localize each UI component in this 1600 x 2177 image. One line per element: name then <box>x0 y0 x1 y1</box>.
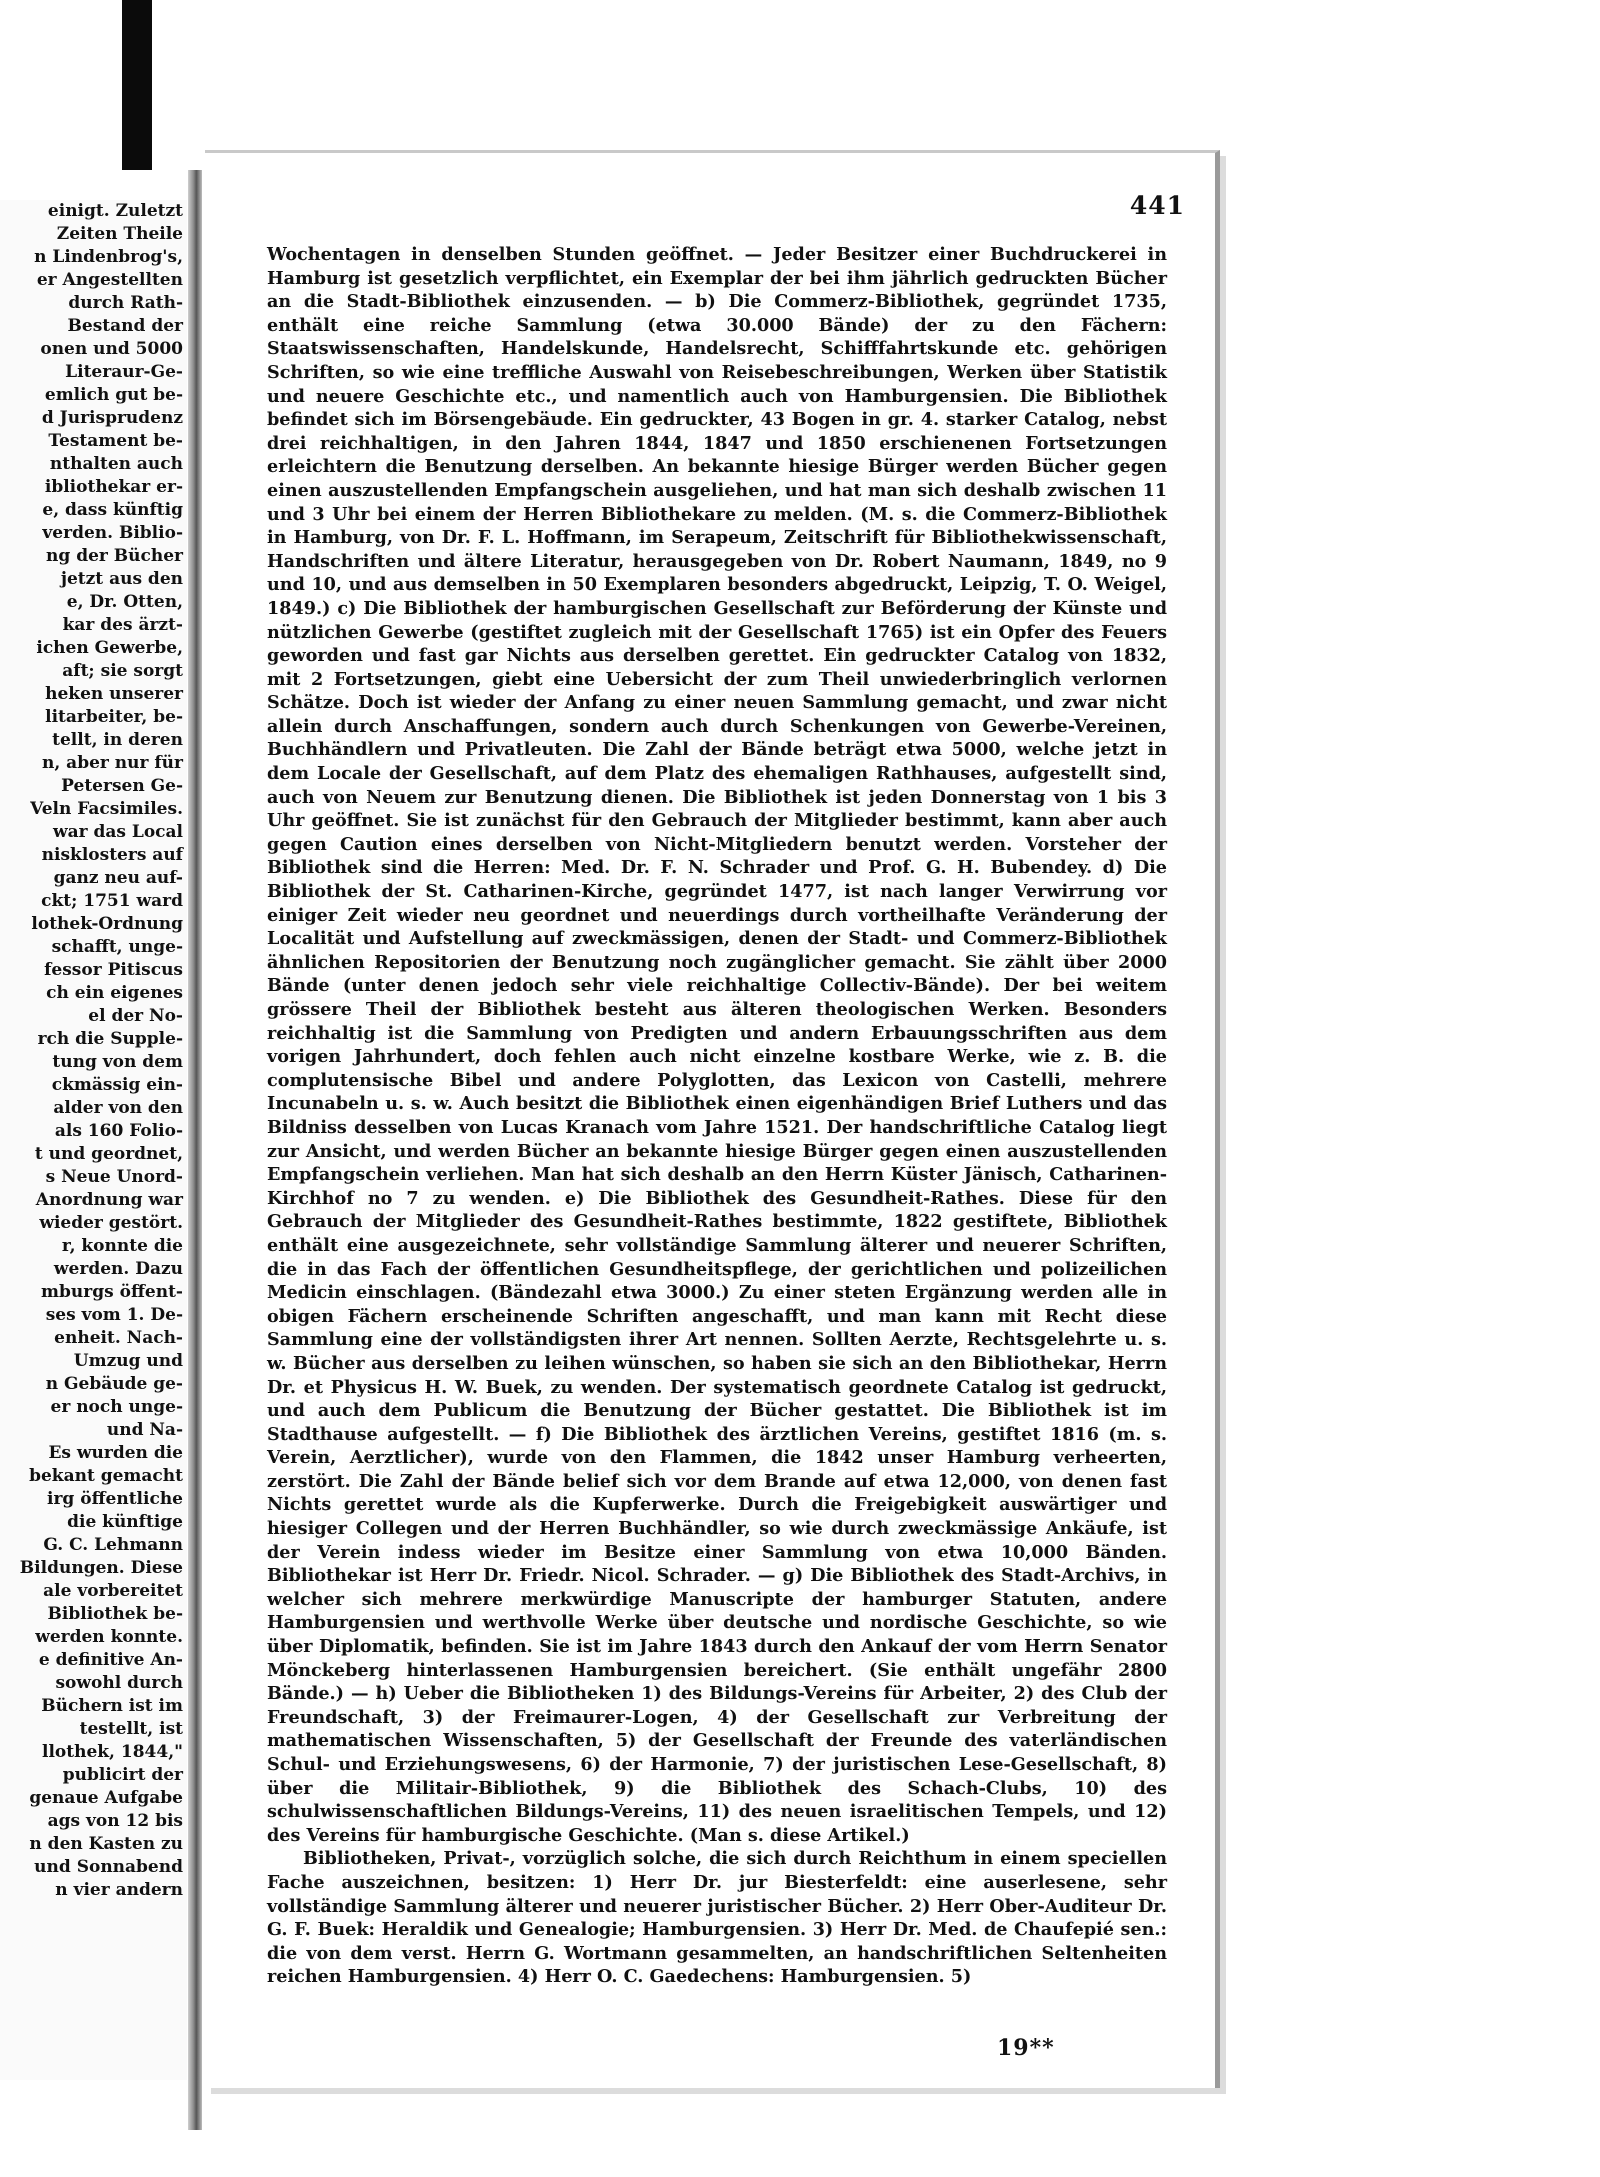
left-fragment-line: n vier andern <box>55 1880 183 1900</box>
left-fragment-line: t und geordnet, <box>34 1144 183 1164</box>
left-fragment-line: onen und 5000 <box>40 339 183 359</box>
left-fragment-line: er noch unge- <box>50 1397 183 1417</box>
page-gutter <box>188 170 202 2130</box>
left-fragment-line: war das Local <box>52 822 183 842</box>
left-fragment-line: alder von den <box>53 1098 183 1118</box>
left-fragment-line: Büchern ist im <box>41 1696 183 1716</box>
left-fragment-line: Bibliothek be- <box>47 1604 183 1624</box>
left-fragment-line: ckt; 1751 ward <box>41 891 183 911</box>
left-fragment-line: er Angestellten <box>36 270 183 290</box>
left-fragment-line: ale vorbereitet <box>43 1581 183 1601</box>
left-fragment-line: werden konnte. <box>35 1627 183 1647</box>
left-fragment-line: ibliothekar er- <box>44 477 183 497</box>
left-fragment-line: und Sonnabend <box>34 1857 183 1877</box>
left-fragment-line: e, dass künftig <box>42 500 183 520</box>
left-fragment-line: enheit. Nach- <box>54 1328 183 1348</box>
left-fragment-line: ags von 12 bis <box>47 1811 183 1831</box>
left-fragment-line: ganz neu auf- <box>53 868 183 888</box>
left-fragment-line: llothek, 1844," <box>42 1742 183 1762</box>
left-fragment-line: werden. Dazu <box>53 1259 183 1279</box>
left-fragment-line: Veln Facsimiles. <box>30 799 183 819</box>
left-fragment-line: Bildungen. Diese <box>19 1558 183 1578</box>
left-fragment-line: als 160 Folio- <box>54 1121 183 1141</box>
binding-strip <box>122 0 152 170</box>
left-fragment-line: e definitive An- <box>38 1650 183 1670</box>
left-fragment-line: Testament be- <box>48 431 183 451</box>
left-fragment-line: lothek-Ordnung <box>31 914 183 934</box>
left-fragment-line: fessor Pitiscus <box>44 960 183 980</box>
signature-mark: 19** <box>997 2035 1055 2061</box>
left-fragment-line: ckmässig ein- <box>51 1075 183 1095</box>
left-fragment-line: nthalten auch <box>49 454 183 474</box>
left-fragment-line: ichen Gewerbe, <box>36 638 183 658</box>
paragraph-libraries-private: Bibliotheken, Privat-, vorzüglich solche, die sich durch Reichthum in einem speciellen Fache auszeichnen, besitzen: 1) Herr Dr. jur Biesterfeldt: eine auserlesene, sehr vollständige Sammlung älterer und neuerer juristischer Bücher. 2) Herr Ober-Auditeur Dr. G. F. Buek: Heraldik und Genealogie; Hamburgensien. 3) Herr Dr. Med. de Chaufepié sen.: die von dem verst. Herrn G. Wortmann gesammelten, an handschriftlichen Seltenheiten reichen Hamburgensien. 4) Herr O. C. Gaedechens: Hamburgensien. 5) <box>267 1848 1167 1988</box>
left-fragment-line: ng der Bücher <box>46 546 183 566</box>
left-fragment-line: publicirt der <box>62 1765 183 1785</box>
left-fragment-line: ses vom 1. De- <box>45 1305 183 1325</box>
left-fragment-line: genaue Aufgabe <box>29 1788 183 1808</box>
left-fragment-line: Es wurden die <box>48 1443 183 1463</box>
left-fragment-line: d Jurisprudenz <box>41 408 183 428</box>
left-fragment-line: heken unserer <box>45 684 183 704</box>
left-fragment-line: emlich gut be- <box>44 385 183 405</box>
left-fragment-line: litarbeiter, be- <box>45 707 183 727</box>
left-fragment-line: Petersen Ge- <box>61 776 183 796</box>
left-fragment-line: ch ein eigenes <box>46 983 183 1003</box>
left-fragment-line: testellt, ist <box>79 1719 183 1739</box>
left-fragment-line: nisklosters auf <box>41 845 183 865</box>
left-fragment-line: aft; sie sorgt <box>62 661 183 681</box>
left-fragment-line: jetzt aus den <box>60 569 183 589</box>
left-fragment-line: Umzug und <box>73 1351 183 1371</box>
left-fragment-line: einigt. Zuletzt <box>47 201 183 221</box>
left-fragment-line: n Gebäude ge- <box>45 1374 183 1394</box>
left-fragment-line: schafft, unge- <box>51 937 183 957</box>
left-fragment-line: bekant gemacht <box>29 1466 183 1486</box>
left-fragment-line: wieder gestört. <box>39 1213 183 1233</box>
left-fragment-line: G. C. Lehmann <box>43 1535 183 1555</box>
left-fragment-line: Bestand der <box>67 316 183 336</box>
left-fragment-line: die künftige <box>67 1512 183 1532</box>
left-fragment-line: n, aber nur für <box>41 753 183 773</box>
left-page-fragment <box>0 200 187 2080</box>
left-fragment-line: rch die Supple- <box>37 1029 183 1049</box>
left-fragment-line: Literaur-Ge- <box>65 362 183 382</box>
left-fragment-line: mburgs öffent- <box>41 1282 183 1302</box>
left-fragment-line: el der No- <box>88 1006 183 1026</box>
page-number: 441 <box>1129 191 1185 220</box>
left-fragment-line: und Na- <box>106 1420 183 1440</box>
left-fragment-line: Zeiten Theile <box>56 224 183 244</box>
left-fragment-line: tellt, in deren <box>52 730 183 750</box>
paragraph-libraries-public: Wochentagen in denselben Stunden geöffnet. — Jeder Besitzer einer Buchdruckerei in Hamburg ist gesetzlich verpflichtet, ein Exemplar der bei ihm jährlich gedruckten Bücher an die Stadt-Bibliothek einzusenden. — b) Die Commerz-Bibliothek, gegründet 1735, enthält eine reiche Sammlung (etwa 30.000 Bände) der zu den Fächern: Staatswissenschaften, Handelskunde, Handelsrecht, Schifffahrtskunde etc. gehörigen Schriften, so wie eine treffliche Auswahl von Reisebeschreibungen, Werken über Statistik und neuere Geschichte etc., und namentlich auch von Hamburgensien. Die Bibliothek befindet sich im Börsengebäude. Ein gedruckter, 43 Bogen in gr. 4. starker Catalog, nebst drei reichhaltigen, in den Jahren 1844, 1847 und 1850 erschienenen Fortsetzungen erleichtern die Benutzung derselben. An bekannte hiesige Bürger werden Bücher gegen einen auszustellenden Empfangschein ausgeliehen, und hat man sich deshalb zwischen 11 und 3 Uhr bei einem der Herren Bibliothekare zu melden. (M. s. die Commerz-Bibliothek in Hamburg, von Dr. F. L. Hoffmann, im Serapeum, Zeitschrift für Bibliothekwissenschaft, Handschriften und ältere Literatur, herausgegeben von Dr. Robert Naumann, 1849, no 9 und 10, und aus demselben in 50 Exemplaren besonders abgedruckt, Leipzig, T. O. Weigel, 1849.) c) Die Bibliothek der hamburgischen Gesellschaft zur Beförderung der Künste und nützlichen Gewerbe (gestiftet zugleich mit der Gesellschaft 1765) ist ein Opfer des Feuers geworden und fast gar Nichts aus derselben gerettet. Ein gedruckter Catalog von 1832, mit 2 Fortsetzungen, giebt eine Uebersicht der zum Theil unwiederbringlich verlornen Schätze. Doch ist wieder der Anfang zu einer neuen Sammlung gemacht, und zwar nicht allein durch Anschaffungen, sondern auch durch Schenkungen von Gewerbe-Vereinen, Buchhändlern und Privatleuten. Die Zahl der Bände beträgt etwa 5000, welche jetzt in dem Locale der Gesellschaft, auf dem Platz des ehemaligen Rathhauses, aufgestellt sind, auch von Neuem zur Benutzung dienen. Die Bibliothek ist jeden Donnerstag von 1 bis 3 Uhr geöffnet. Sie ist zunächst für den Gebrauch der Mitglieder bestimmt, kann aber auch gegen Caution eines derselben von Nicht-Mitgliedern benutzt werden. Vorsteher der Bibliothek sind die Herren: Med. Dr. F. N. Schrader und Prof. G. H. Bubendey. d) Die Bibliothek der St. Catharinen-Kirche, gegründet 1477, ist nach langer Verwirrung vor einiger Zeit wieder neu geordnet und neuerdings durch vortheilhafte Veränderung der Localität und Aufstellung auf zweckmässigen, denen der Stadt- und Commerz-Bibliothek ähnlichen Repositorien der Benutzung noch zugänglicher gemacht. Sie zählt über 2000 Bände (unter denen jedoch sehr viele reichhaltige Collectiv-Bände). Der bei weitem grössere Theil der Bibliothek besteht aus älteren theologischen Werken. Besonders reichhaltig ist die Sammlung von Predigten und andern Erbauungsschriften aus dem vorigen Jahrhundert, doch fehlen auch nicht einzelne kostbare Werke, wie z. B. die complutensische Bibel und andere Polyglotten, das Lexicon von Castelli, mehrere Incunabeln u. s. w. Auch besitzt die Bibliothek einen eigenhändigen Brief Luthers und das Bildniss desselben von Lucas Kranach vom Jahre 1521. Der handschriftliche Catalog liegt zur Ansicht, und werden Bücher an bekannte hiesige Bürger gegen einen auszustellenden Empfangschein verliehen. Man hat sich deshalb an den Herrn Küster Jänisch, Catharinen-Kirchhof no 7 zu wenden. e) Die Bibliothek des Gesundheit-Rathes. Diese für den Gebrauch der Mitglieder des Gesundheit-Rathes bestimmte, 1822 gestiftete, Bibliothek enthält eine ausgezeichnete, sehr vollständige Sammlung älterer und neuerer Schriften, die in das Fach der öffentlichen Gesundheitspflege, der gerichtlichen und polizeilichen Medicin einschlagen. (Bändezahl etwa 3000.) Zu einer steten Ergänzung werden alle in obigen Fächern erscheinende Schriften angeschafft, und man kann mit Recht diese Sammlung eine der vollständigsten ihrer Art nennen. Sollten Aerzte, Rechtsgelehrte u. s. w. Bücher aus derselben zu leihen wünschen, so haben sie sich an den Bibliothekar, Herrn Dr. et Physicus H. W. Buek, zu wenden. Der systematisch geordnete Catalog ist gedruckt, und auch dem Publicum die Benutzung der Bücher gestattet. Die Bibliothek ist im Stadthause aufgestellt. — f) Die Bibliothek des ärztlichen Vereins, gestiftet 1816 (m. s. Verein, Aerztlicher), wurde von den Flammen, die 1842 unser Hamburg verheerten, zerstört. Die Zahl der Bände belief sich vor dem Brande auf etwa 12,000, von denen fast Nichts gerettet wurde als die Kupferwerke. Durch die Freigebigkeit auswärtiger und hiesiger Collegen und der Herren Buchhändler, so wie durch zweckmässige Ankäufe, ist der Verein indess wieder im Besitze einer Sammlung von etwa 10,000 Bänden. Bibliothekar ist Herr Dr. Friedr. Nicol. Schrader. — g) Die Bibliothek des Stadt-Archivs, in welcher sich mehrere merkwürdige Manuscripte der hamburger Statuten, andere Hamburgensien und werthvolle Werke über deutsche und nordische Geschichte, so wie über Diplomatik, befinden. Sie ist im Jahre 1843 durch den Ankauf der vom Herrn Senator Mönckeberg hinterlassenen Hamburgensien bereichert. (Sie enthält ungefähr 2800 Bände.) — h) Ueber die Bibliotheken 1) des Bildungs-Vereins für Arbeiter, 2) des Club der Freundschaft, 3) der Freimaurer-Logen, 4) der Gesellschaft zur Verbreitung der mathematischen Wissenschaften, 5) der Gesellschaft der Freunde des vaterländischen Schul- und Erziehungswesens, 6) der Harmonie, 7) der juristischen Lese-Gesellschaft, 8) über die Militair-Bibliothek, 9) die Bibliothek des Schach-Clubs, 10) des schulwissenschaftlichen Bildungs-Vereins, 11) des neuen israelitischen Tempels, und 12) des Vereins für hamburgische Geschichte. (Man s. diese Artikel.) <box>267 244 1167 1846</box>
left-fragment-line: r, konnte die <box>61 1236 183 1256</box>
left-fragment-line: s Neue Unord- <box>45 1167 183 1187</box>
left-fragment-line: irg öffentliche <box>47 1489 183 1509</box>
left-fragment-line: tung von dem <box>52 1052 183 1072</box>
left-fragment-line: Anordnung war <box>35 1190 183 1210</box>
left-fragment-line: durch Rath- <box>68 293 183 313</box>
book-page <box>205 150 1220 2088</box>
left-fragment-line: e, Dr. Otten, <box>66 592 183 612</box>
left-fragment-line: n Lindenbrog's, <box>34 247 183 267</box>
left-fragment-line: kar des ärzt- <box>62 615 183 635</box>
left-fragment-line: n den Kasten zu <box>29 1834 183 1854</box>
left-fragment-line: verden. Biblio- <box>42 523 183 543</box>
page-body-text <box>267 243 1167 1989</box>
left-fragment-line: sowohl durch <box>55 1673 183 1693</box>
